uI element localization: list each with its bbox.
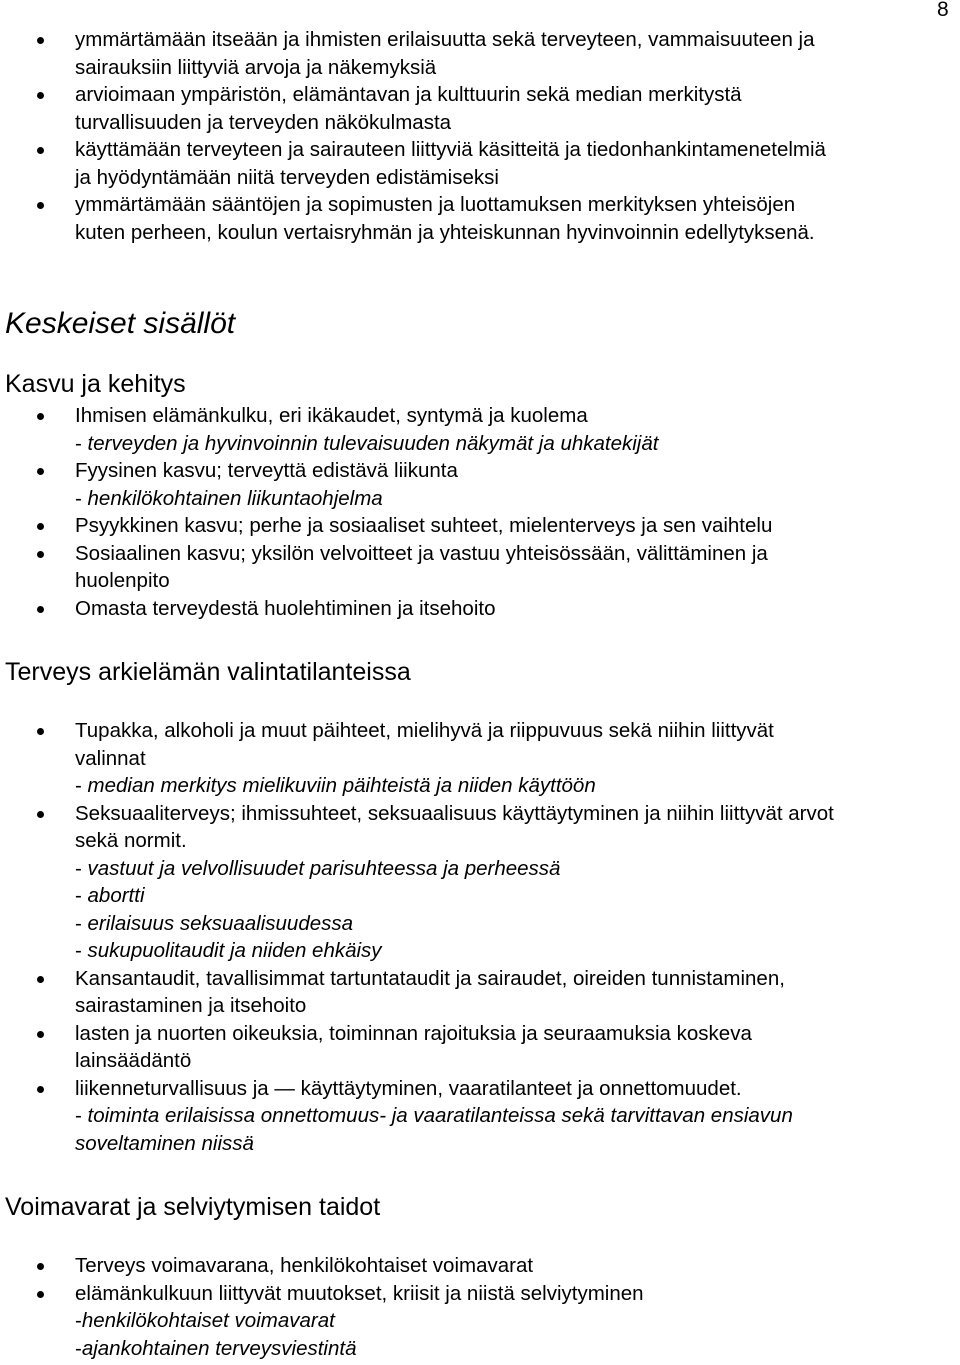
list-item: Psyykkinen kasvu; perhe ja sosiaaliset suhteet, mielenterveys ja sen vaihtelu [0,512,960,540]
bullet-icon [37,37,44,44]
list-item: Omasta terveydestä huolehtiminen ja itsehoito [0,595,960,623]
list-item: Sosiaalinen kasvu; yksilön velvoitteet ja vastuu yhteisössään, välittäminen ja huolenpito [0,540,960,595]
list-item: liikenneturvallisuus ja — käyttäytyminen, vaaratilanteet ja onnettomuudet. - toiminta erilaisissa onnettomuus- ja vaaratilanteissa sekä tarvittavan ensiavun soveltaminen niissä [0,1075,960,1158]
list-item: ymmärtämään itseään ja ihmisten erilaisuutta sekä terveyteen, vammaisuuteen ja sairauksiin liittyviä arvoja ja näkemyksiä [0,26,960,81]
bullet-icon [37,606,44,613]
sub-item-continuation: soveltaminen niissä [75,1131,254,1155]
bullet-icon [37,1291,44,1298]
bullet-icon [37,1031,44,1038]
page-number: 8 [937,0,949,21]
sub-item: - toiminta erilaisissa onnettomuus- ja vaaratilanteissa sekä tarvittavan ensiavun [75,1104,793,1127]
bullet-icon [37,811,44,818]
bullet-icon [37,147,44,154]
sub-item: - median merkitys mielikuviin päihteistä ja niiden käyttöön [75,774,596,797]
bullet-icon [37,413,44,420]
list-item: Terveys voimavarana, henkilökohtaiset voimavarat [0,1252,960,1280]
sub-item: - sukupuolitaudit ja niiden ehkäisy [75,939,382,962]
bullet-icon [37,551,44,558]
bullet-icon [37,92,44,99]
bullet-icon [37,1263,44,1270]
list-item: Ihmisen elämänkulku, eri ikäkaudet, syntymä ja kuolema - terveyden ja hyvinvoinnin tulevaisuuden näkymät ja uhkatekijät [0,402,960,457]
list-item: lasten ja nuorten oikeuksia, toiminnan rajoituksia ja seuraamuksia koskeva lainsäädäntö [0,1020,960,1075]
sub-item: - vastuut ja velvollisuudet parisuhteessa ja perheessä [75,856,561,880]
bullet-icon [37,468,44,475]
list-item: Fyysinen kasvu; terveyttä edistävä liikunta - henkilökohtainen liikuntaohjelma [0,457,960,512]
terveys-list [0,717,960,1157]
subsection-heading-terveys: Terveys arkielämän valintatilanteissa [5,658,411,686]
bullet-icon [37,728,44,735]
bullet-icon [37,1086,44,1093]
bullet-icon [37,202,44,209]
list-item: arvioimaan ympäristön, elämäntavan ja kulttuurin sekä median merkitystä turvallisuuden ja terveyden näkökulmasta [0,81,960,136]
bullet-icon [37,976,44,983]
list-item: Tupakka, alkoholi ja muut päihteet, mielihyvä ja riippuvuus sekä niihin liittyvät valinnat - median merkitys mielikuviin päihteistä ja niiden käyttöön [0,717,960,800]
bullet-icon [37,523,44,530]
sub-item: -ajankohtainen terveysviestintä [75,1336,357,1360]
intro-list [0,26,960,246]
sub-item: -henkilökohtaiset voimavarat [75,1309,335,1332]
list-item: käyttämään terveyteen ja sairauteen liittyviä käsitteitä ja tiedonhankintamenetelmiä ja hyödyntämään niitä terveyden edistämiseksi [0,136,960,191]
sub-item: - henkilökohtainen liikuntaohjelma [75,486,383,510]
sub-item: - terveyden ja hyvinvoinnin tulevaisuuden näkymät ja uhkatekijät [75,431,659,455]
list-item: Seksuaaliterveys; ihmissuhteet, seksuaalisuus käyttäytyminen ja niihin liittyvät arvot sekä normit. - vastuut ja velvollisuudet parisuhteessa ja perheessä - abortti - erilaisuus seksuaalisuudessa - sukupuolitaudit ja niiden ehkäisy [0,800,960,965]
sub-item: - erilaisuus seksuaalisuudessa [75,911,354,935]
list-item: elämänkulkuun liittyvät muutokset, kriisit ja niistä selviytyminen [0,1280,960,1308]
kasvu-list [0,402,960,622]
sub-item: - abortti [75,884,145,907]
subsection-heading-voimavarat: Voimavarat ja selviytymisen taidot [5,1193,381,1221]
section-heading-main: Keskeiset sisällöt [5,307,236,340]
voimavarat-list [0,1252,960,1362]
subsection-heading-kasvu: Kasvu ja kehitys [5,370,186,398]
list-item: Kansantaudit, tavallisimmat tartuntataudit ja sairaudet, oireiden tunnistaminen, sairastaminen ja itsehoito [0,965,960,1020]
list-item: ymmärtämään sääntöjen ja sopimusten ja luottamuksen merkityksen yhteisöjen kuten perheen, koulun vertaisryhmän ja yhteiskunnan hyvinvoinnin edellytyksenä. [0,191,960,246]
